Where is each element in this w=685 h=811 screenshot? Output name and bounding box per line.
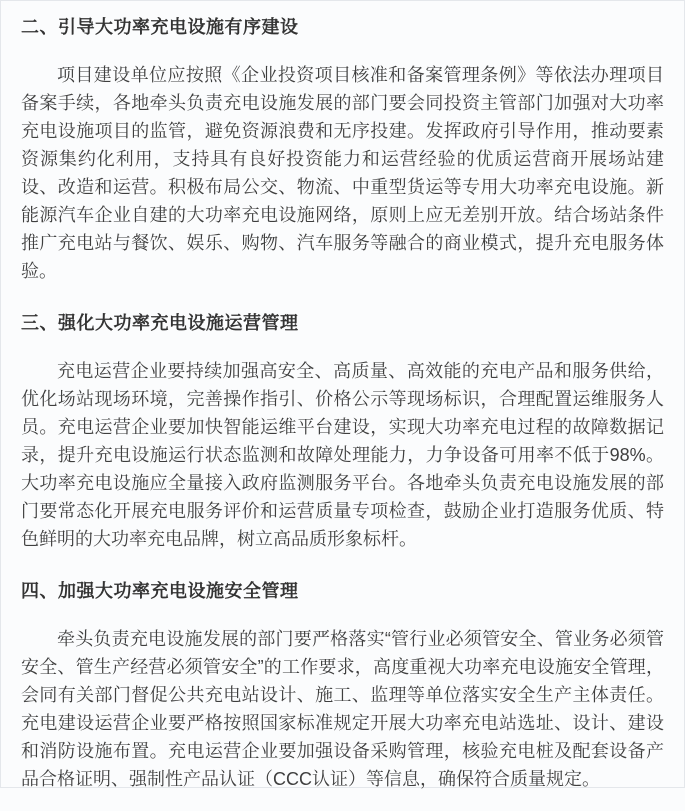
section-2-heading: 二、引导大功率充电设施有序建设 bbox=[21, 17, 299, 37]
section-3-operation-management bbox=[21, 311, 664, 553]
section-2-charging-construction bbox=[21, 15, 664, 285]
section-3-heading: 三、强化大功率充电设施运营管理 bbox=[21, 313, 299, 333]
section-3-paragraph: 充电运营企业要持续加强高安全、高质量、高效能的充电产品和服务供给，优化场站现场环境，完善操作指引、价格公示等现场标识，合理配置运维服务人员。充电运营企业要加快智能运维平台建设，实现大功率充电过程的故障数据记录，提升充电设施运行状态监测和故障处理能力，力争设备可用率不低于98%。大功率充电设施应全量接入政府监测服务平台。各地牵头负责充电设施发展的部门要常态化开展充电服务评价和运营质量专项检查，鼓励企业打造服务优质、特色鲜明的大功率充电品牌，树立高品质形象标杆。 bbox=[21, 361, 664, 549]
section-4-safety-management bbox=[21, 579, 664, 793]
section-4-heading: 四、加强大功率充电设施安全管理 bbox=[21, 581, 299, 601]
section-4-paragraph: 牵头负责充电设施发展的部门要严格落实“管行业必须管安全、管业务必须管安全、管生产经营必须管安全”的工作要求，高度重视大功率充电设施安全管理，会同有关部门督促公共充电站设计、施工、监理等单位落实安全生产主体责任。充电建设运营企业要严格按照国家标准规定开展大功率充电站选址、设计、建设和消防设施布置。充电运营企业要加强设备采购管理，核验充电桩及配套设备产品合格证明、强制性产品认证（CCC认证）等信息，确保符合质量规定。 bbox=[21, 629, 664, 789]
section-2-paragraph: 项目建设单位应按照《企业投资项目核准和备案管理条例》等依法办理项目备案手续，各地牵头负责充电设施发展的部门要会同投资主管部门加强对大功率充电设施项目的监管，避免资源浪费和无序投建。发挥政府引导作用，推动要素资源集约化利用，支持具有良好投资能力和运营经验的优质运营商开展场站建设、改造和运营。积极布局公交、物流、中重型货运等专用大功率充电设施。新能源汽车企业自建的大功率充电设施网络，原则上应无差别开放。结合场站条件推广充电站与餐饮、娱乐、购物、汽车服务等融合的商业模式，提升充电服务体验。 bbox=[21, 65, 664, 281]
policy-document bbox=[1, 1, 684, 811]
